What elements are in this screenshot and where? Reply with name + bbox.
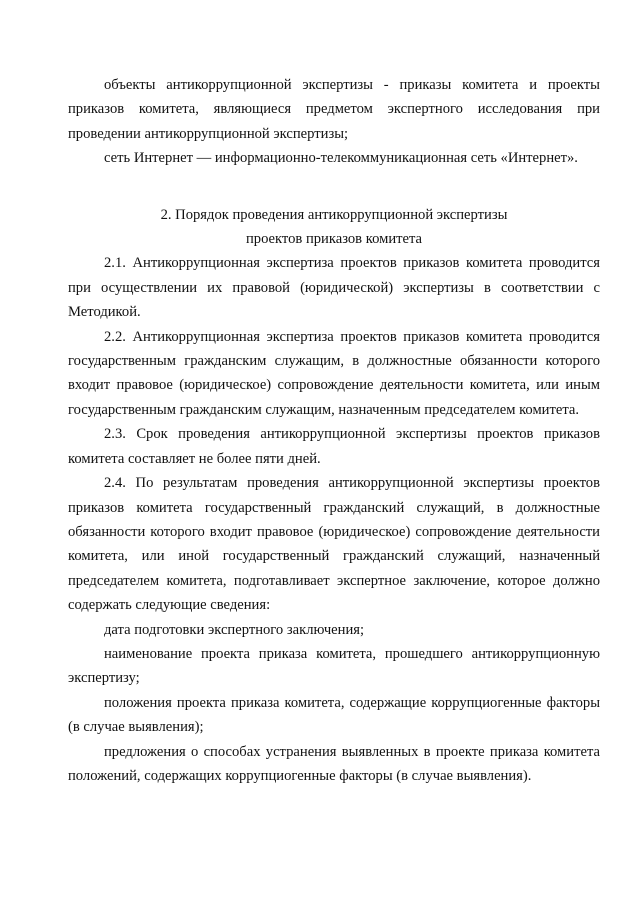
definition-paragraph: объекты антикоррупционной экспертизы - приказы комитета и проекты приказов комитета, являющиеся предметом экспертного исследования при проведении антикоррупционной экспертизы; [68, 77, 600, 142]
clause-paragraph: 2.4. По результатам проведения антикоррупционной экспертизы проектов приказов комитета государственный гражданский служащий, в должностные обязанности которого входит правовое (юридическое) сопровождение деятельности комитета, или иной государственный гражданский служащий, назначенный председателем комитета, подготавливает экспертное заключение, которое должно содержать следующие сведения: [68, 475, 600, 614]
definition-paragraph: сеть Интернет — информационно-телекоммуникационная сеть «Интернет». [104, 150, 578, 167]
list-item: предложения о способах устранения выявленных в проекте приказа комитета положений, содержащих коррупциогенные факторы (в случае выявления). [68, 743, 600, 784]
document-body [68, 73, 600, 788]
section-heading-line: проектов приказов комитета [245, 231, 423, 248]
list-item: наименование проекта приказа комитета, прошедшего антикоррупционную экспертизу; [68, 645, 600, 687]
list-item: дата подготовки экспертного заключения; [104, 621, 365, 638]
list-item: положения проекта приказа комитета, содержащие коррупциогенные факторы (в случае выявления); [68, 694, 600, 736]
clause-paragraph: 2.3. Срок проведения антикоррупционной экспертизы проектов приказов комитета составляет не более пяти дней. [68, 426, 600, 467]
clause-paragraph: 2.2. Антикоррупционная экспертиза проектов приказов комитета проводится государственным гражданским служащим, в должностные обязанности которого входит правовое (юридическое) сопровождение деятельности комитета, или иным государственным гражданским служащим, назначенным председателем комитета. [68, 328, 600, 418]
section-heading-line: 2. Порядок проведения антикоррупционной экспертизы [160, 206, 508, 223]
clause-paragraph: 2.1. Антикоррупционная экспертиза проектов приказов комитета проводится при осуществлении их правовой (юридической) экспертизы в соответствии с Методикой. [68, 255, 600, 321]
